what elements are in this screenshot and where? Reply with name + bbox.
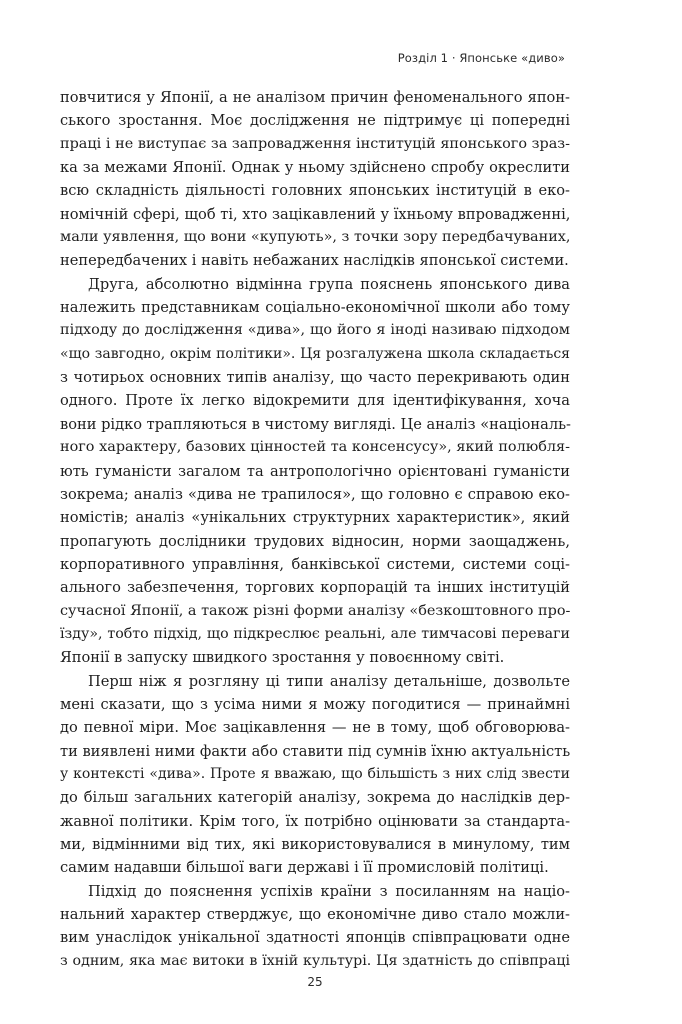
text-line: номістів; аналіз «унікальних структурних характеристик», який [60,509,570,527]
text-line: жавної політики. Крім того, їх потрібно оцінювати за стандарта- [60,812,570,830]
text-line: мені сказати, що з усіма ними я можу погодитися — принаймні [60,695,570,713]
text-line: з одним, яка має витоки в їхній культурі. Ця здатність до співпраці [60,952,570,969]
text-line: до більш загальних категорій аналізу, зокрема до наслідків дер- [60,789,570,807]
text-line: корпоративного управління, банківської системи, системи соці- [60,555,570,573]
text-line: «що завгодно, окрім політики». Ця розгалужена школа складається [60,345,570,362]
text-line: їзду», тобто підхід, що підкреслює реальні, але тимчасові переваги [60,625,570,642]
paragraph-first-line: Друга, абсолютно відмінна група пояснень японського дива [88,275,570,293]
text-line: зокрема; аналіз «дива не трапилося», що головно є справою еко- [60,485,570,503]
text-line: мали уявлення, що вони «купують», з точки зору передбачуваних, [60,229,571,246]
text-line: нальний характер стверджує, що економічне диво стало можли- [60,906,570,924]
text-line: ють гуманісти загалом та антропологічно орієнтовані гуманісти [60,462,570,480]
text-line: праці і не виступає за запровадження інституцій японського зраз- [60,135,570,152]
text-line: ного характеру, базових цінностей та консенсусу», який полюбля- [60,439,570,456]
page-number: 25 [307,975,323,989]
text-line: у контексті «дива». Проте я вважаю, що більшість з них слід звести [60,765,570,782]
text-line: самим надавши більшої ваги державі і її промисловій політиці. [60,859,549,877]
text-line: одного. Проте їх легко відокремити для ідентифікування, хоча [60,392,570,410]
text-line: пропагують дослідники трудових відносин, норми заощаджень, [60,532,570,550]
text-line: ми, відмінними від тих, які використовувалися в минулому, тим [60,836,570,853]
text-line: з чотирьох основних типів аналізу, що часто перекривають один [60,369,570,387]
text-line: підходу до дослідження «дива», що його я іноді називаю підходом [60,322,570,339]
text-line: повчитися у Японії, а не аналізом причин феноменального япон- [60,89,570,106]
text-line: ального забезпечення, торгових корпорацій та інших інституцій [60,579,570,597]
body-text [60,86,570,973]
text-line: ка за межами Японії. Однак у ньому здійснено спробу окреслити [60,159,570,177]
text-line: Японії в запуску швидкого зростання у повоєнному світі. [60,649,505,667]
running-header: Розділ 1 · Японське «диво» [397,51,565,65]
text-line: належить представникам соціально-економічної школи або тому [60,299,570,317]
paragraph-first-line: Перш ніж я розгляну ці типи аналізу детальніше, дозвольте [88,672,570,690]
text-line: ського зростання. Моє дослідження не підтримує ці попередні [60,112,570,130]
text-line: вим унаслідок унікальної здатності японців співпрацювати одне [60,929,570,947]
paragraph-first-line: Підхід до пояснення успіхів країни з посиланням на націо- [88,882,570,900]
text-line: сучасної Японії, а також різні форми аналізу «безкоштовного про- [60,602,571,619]
text-line: номічній сфері, щоб ті, хто зацікавлений у їхньому впровадженні, [60,205,571,223]
text-line: ти виявлені ними факти або ставити під сумнів їхню актуальність [60,742,571,760]
text-line: вони рідко трапляються в чистому вигляді. Це аналіз «національ- [60,415,571,433]
text-line: всю складність діяльності головних японських інституцій в еко- [60,182,570,200]
text-line: непередбачених і навіть небажаних наслідків японської системи. [60,252,569,270]
text-line: до певної міри. Моє зацікавлення — не в тому, щоб обговорюва- [60,719,570,737]
